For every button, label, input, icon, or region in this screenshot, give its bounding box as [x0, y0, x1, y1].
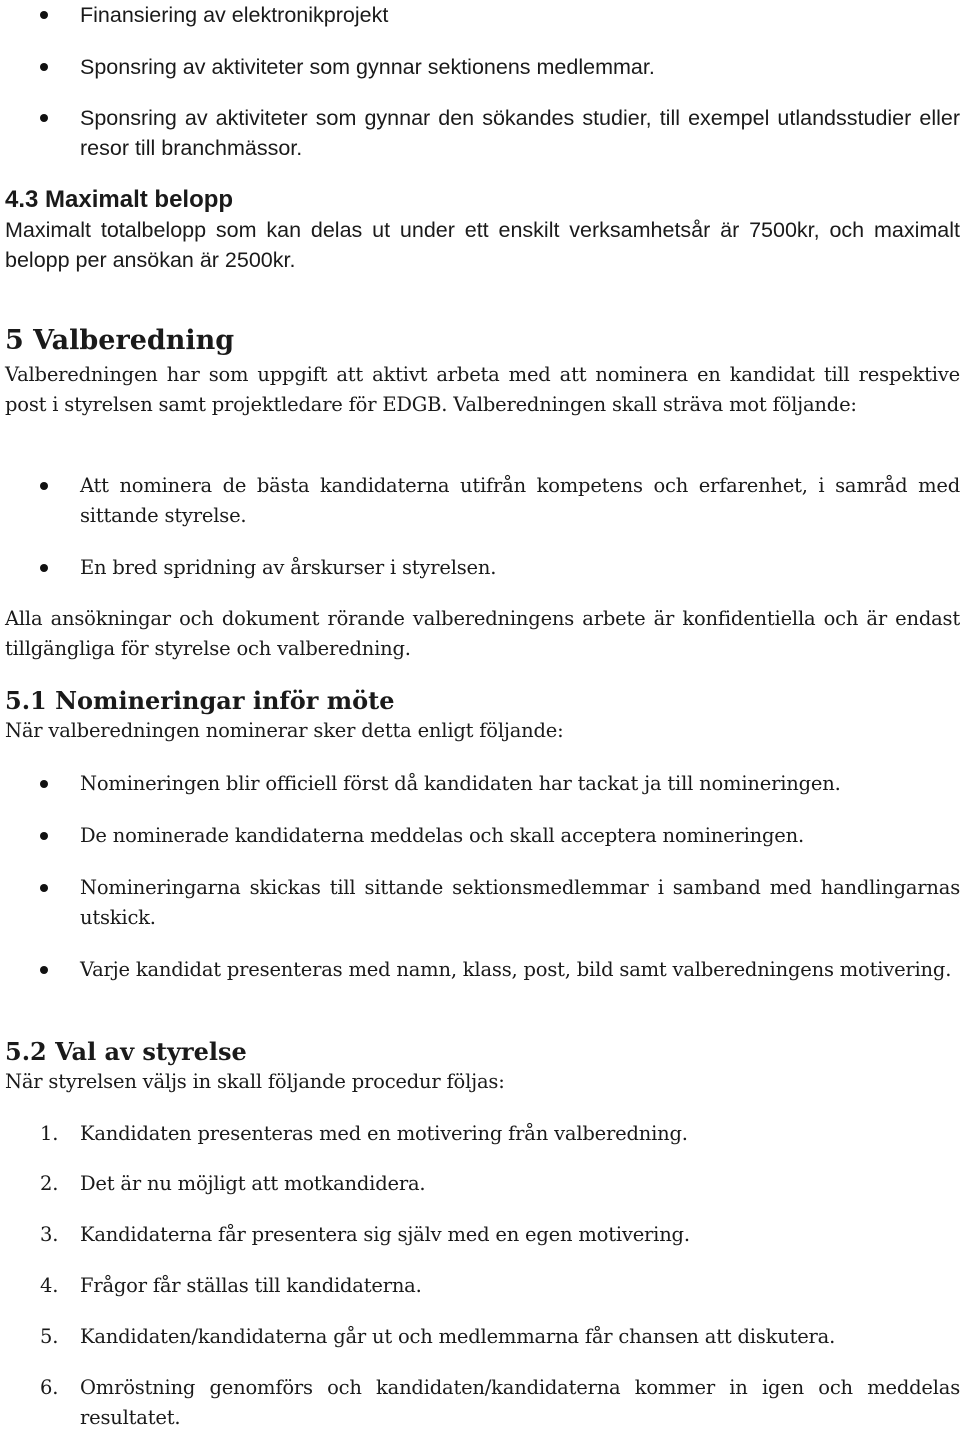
list-item-text: En bred spridning av årskurser i styrelsen.	[80, 556, 497, 579]
section-intro-5: Valberedningen har som uppgift att aktivt arbeta med att nominera en kandidat till respektive post i styrelsen samt projektledare för EDGB. Valberedningen skall sträva mot följande:	[5, 363, 960, 416]
item-number: 5.	[40, 1325, 59, 1348]
bullet-icon	[40, 780, 48, 788]
bullet-icon	[40, 966, 48, 974]
bullet-icon	[40, 482, 48, 490]
list-item-text: Sponsring av aktiviteter som gynnar den sökandes studier, till exempel utlandsstudier eller resor till branchmässor.	[80, 106, 960, 160]
item-text: Frågor får ställas till kandidaterna.	[80, 1274, 422, 1297]
section-intro-5-2: När styrelsen väljs in skall följande procedur följas:	[5, 1070, 505, 1093]
section-heading-5-1: 5.1 Nomineringar inför möte	[5, 686, 395, 715]
bullet-icon	[40, 564, 48, 572]
section-text-4-3: Maximalt totalbelopp som kan delas ut under ett enskilt verksamhetsår är 7500kr, och maximalt belopp per ansökan är 2500kr.	[5, 218, 960, 272]
list-item-text: De nominerade kandidaterna meddelas och skall acceptera nomineringen.	[80, 824, 804, 847]
bullet-icon	[40, 63, 48, 71]
section-intro-5-1: När valberedningen nominerar sker detta enligt följande:	[5, 719, 564, 742]
section-heading-5: 5 Valberedning	[5, 325, 235, 356]
list-item-text: Nomineringen blir officiell först då kandidaten har tackat ja till nomineringen.	[80, 772, 841, 795]
item-text: Det är nu möjligt att motkandidera.	[80, 1172, 426, 1195]
item-number: 3.	[40, 1223, 59, 1246]
section-heading-5-2: 5.2 Val av styrelse	[5, 1037, 247, 1066]
item-text: Kandidaten presenteras med en motivering från valberedning.	[80, 1122, 688, 1145]
item-text: Kandidaterna får presentera sig själv med en egen motivering.	[80, 1223, 690, 1246]
list-item-text: Nomineringarna skickas till sittande sektionsmedlemmar i samband med handlingarnas utskick.	[80, 876, 960, 929]
bullet-icon	[40, 11, 48, 19]
list-item-text: Varje kandidat presenteras med namn, klass, post, bild samt valberedningens motivering.	[80, 958, 952, 981]
list-item-text: Att nominera de bästa kandidaterna utifrån kompetens och erfarenhet, i samråd med sittande styrelse.	[80, 474, 960, 527]
bullet-icon	[40, 832, 48, 840]
item-number: 4.	[40, 1274, 59, 1297]
list-item-text: Sponsring av aktiviteter som gynnar sektionens medlemmar.	[80, 55, 655, 79]
section-outro-5: Alla ansökningar och dokument rörande valberedningens arbete är konfidentiella och är endast tillgängliga för styrelse och valberedning.	[5, 607, 960, 660]
section-heading-4-3: 4.3 Maximalt belopp	[5, 186, 234, 213]
list-item-text: Finansiering av elektronikprojekt	[80, 3, 389, 27]
bullet-icon	[40, 114, 48, 122]
item-text: Omröstning genomförs och kandidaten/kandidaterna kommer in igen och meddelas resultatet.	[80, 1376, 960, 1429]
item-number: 2.	[40, 1172, 59, 1195]
item-number: 1.	[40, 1122, 59, 1145]
bullet-icon	[40, 884, 48, 892]
item-text: Kandidaten/kandidaterna går ut och medlemmarna får chansen att diskutera.	[80, 1325, 836, 1348]
item-number: 6.	[40, 1376, 59, 1399]
